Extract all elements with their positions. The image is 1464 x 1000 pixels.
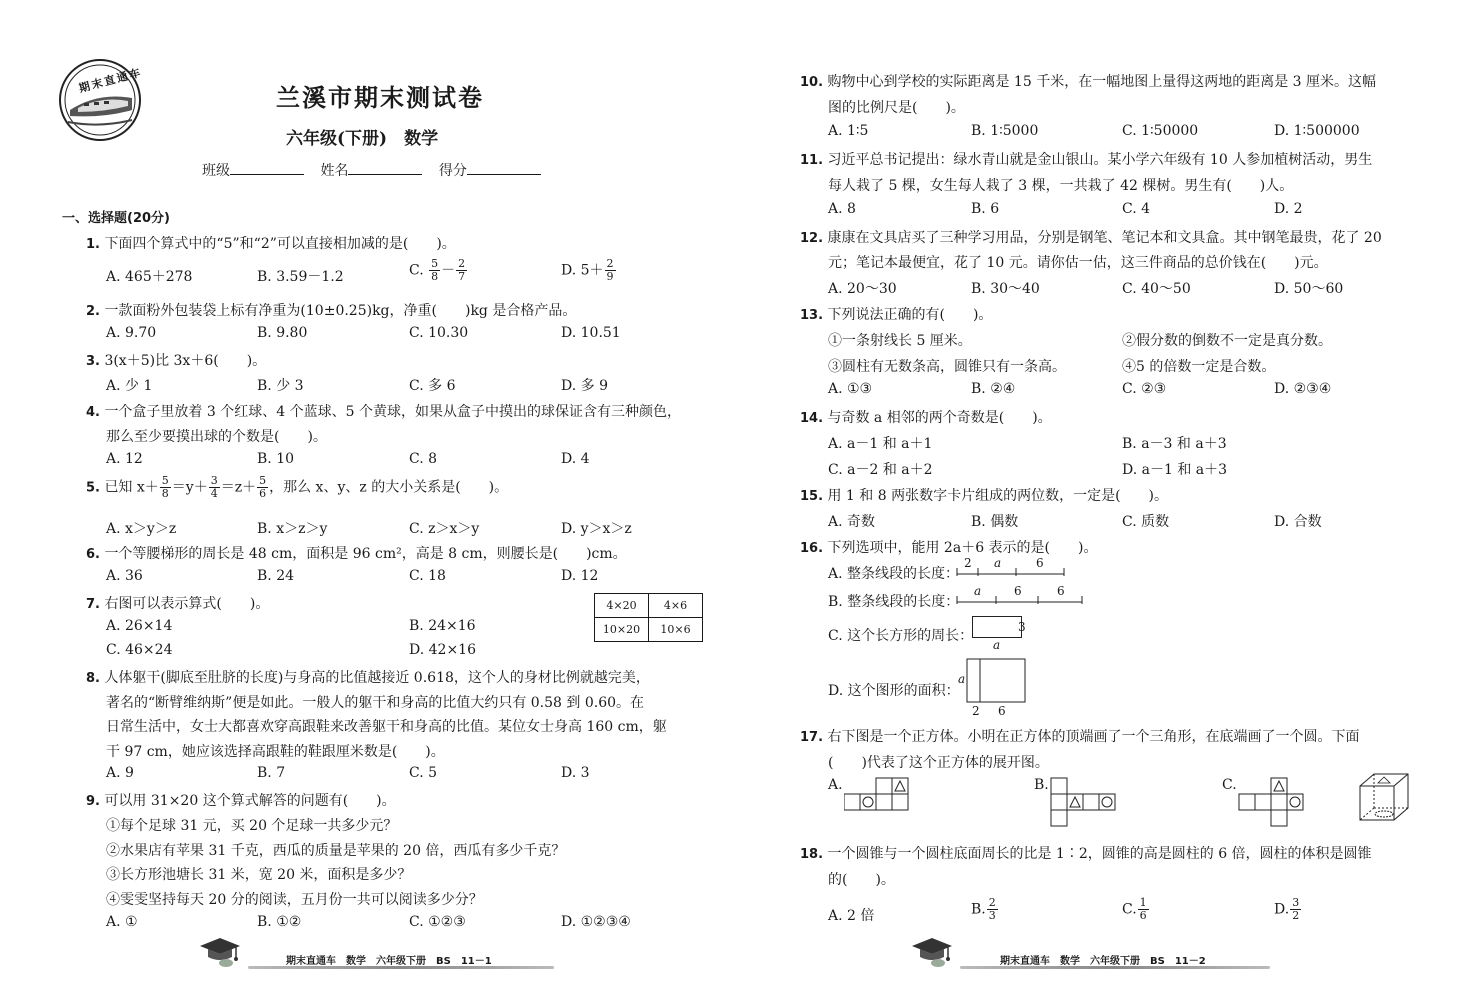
- q5-option-b[interactable]: B. x＞z＞y: [257, 521, 328, 537]
- graduation-cap-icon: [908, 934, 956, 972]
- info-fields: [202, 160, 541, 180]
- q16-option-c[interactable]: C. 这个长方形的周长：: [828, 628, 974, 644]
- q10-option-b[interactable]: B. 1∶5000: [971, 123, 1039, 139]
- q8-option-c[interactable]: C. 5: [409, 765, 438, 781]
- q18-option-a[interactable]: A. 2 倍: [828, 908, 875, 924]
- segment-label: 6: [1036, 556, 1044, 570]
- fraction: $\frac{5}{8}$: [161, 474, 169, 500]
- segment-label: a: [994, 556, 1002, 570]
- q12-option-a[interactable]: A. 20～30: [828, 281, 897, 297]
- question-14: 14. 与奇数 a 相邻的两个奇数是( )。: [800, 410, 1052, 426]
- q13-option-c[interactable]: C. ②③: [1122, 381, 1167, 397]
- name-field-label: 姓名: [320, 163, 349, 179]
- question-18: 18. 一个圆锥与一个圆柱底面周长的比是 1∶2，圆锥的高是圆柱的 6 倍，圆柱的体积是圆锥: [800, 846, 1372, 862]
- q9-option-d[interactable]: D. ①②③④: [561, 914, 631, 930]
- q17-net-a: [844, 777, 936, 815]
- logo-badge: [58, 58, 142, 142]
- q14-option-b[interactable]: B. a－3 和 a＋3: [1122, 436, 1227, 452]
- figure-width-label: 2: [972, 704, 980, 718]
- q17-option-a[interactable]: A.: [828, 777, 843, 793]
- segment-label: 6: [1057, 584, 1065, 598]
- grid-cell: 10×6: [649, 618, 703, 642]
- question-10-line2: 图的比例尺是( )。: [828, 100, 965, 116]
- q16-segment-b: [956, 584, 1084, 610]
- q6-option-a[interactable]: A. 36: [106, 568, 143, 584]
- question-15: 15. 用 1 和 8 两张数字卡片组成的两位数，一定是( )。: [800, 488, 1169, 504]
- question-13: 13. 下列说法正确的有( )。: [800, 307, 993, 323]
- q6-option-b[interactable]: B. 24: [257, 568, 295, 584]
- section-heading: 一、选择题(20分): [62, 211, 170, 226]
- q5-option-d[interactable]: D. y＞x＞z: [561, 521, 632, 537]
- q9-item-3: ③长方形池塘长 31 米，宽 20 米，面积是多少？: [106, 867, 412, 883]
- logo-text: 期末直通车: [77, 65, 144, 96]
- q9-item-4: ④雯雯坚持每天 20 分的阅读，五月份一共可以阅读多少分？: [106, 892, 483, 908]
- q13-item-2: ②假分数的倒数不一定是真分数。: [1122, 333, 1332, 349]
- segment-label: a: [974, 584, 982, 598]
- question-18-line2: 的( )。: [828, 872, 895, 888]
- question-12: 12. 康康在文具店买了三种学习用品，分别是钢笔、笔记本和文具盒。其中钢笔最贵，花了 20: [800, 230, 1382, 246]
- question-8: 8. 人体躯干(脚底至肚脐的长度)与身高的比值越接近 0.618，这个人的身材比例就越完美，: [86, 670, 650, 686]
- q4-option-c[interactable]: C. 8: [409, 451, 438, 467]
- q2-option-a[interactable]: A. 9.70: [106, 325, 157, 341]
- q1-option-d[interactable]: D. 5＋ $\frac{2}{9}$: [561, 257, 614, 283]
- q18-option-b[interactable]: B. $\frac{2}{3}$: [971, 896, 996, 922]
- q3-option-b[interactable]: B. 少 3: [257, 378, 304, 394]
- question-6: 6. 一个等腰梯形的周长是 48 cm，面积是 96 cm²，高是 8 cm，则腰长是( )cm。: [86, 546, 627, 562]
- question-5: 5. 已知 x＋ $\frac{5}{8}$ ＝y＋ $\frac{3}{4}$ ＝z＋ $\frac{5}{6}$ ，那么 x、y、z 的大小关系是( )。: [86, 474, 509, 500]
- q18-option-c[interactable]: C. $\frac{1}{6}$: [1122, 896, 1147, 922]
- question-1-text: 下面四个算式中的“5”和“2”可以直接相加减的是( )。: [104, 236, 456, 252]
- q3-option-a[interactable]: A. 少 1: [106, 378, 153, 394]
- score-field[interactable]: [467, 161, 541, 175]
- q3-option-d[interactable]: D. 多 9: [561, 378, 608, 394]
- question-2: 2. 一款面粉外包装袋上标有净重为(10±0.25)kg，净重( )kg 是合格产品。: [86, 303, 577, 319]
- footer-label: 期末直通车 数学 六年级下册 BS 11－2: [1000, 956, 1206, 967]
- q11-option-a[interactable]: A. 8: [828, 201, 856, 217]
- q1-option-a[interactable]: A. 465＋278: [106, 269, 193, 285]
- q15-option-a[interactable]: A. 奇数: [828, 514, 876, 530]
- q4-option-a[interactable]: A. 12: [106, 451, 143, 467]
- fraction: $\frac{3}{4}$: [210, 474, 218, 500]
- q7-option-c[interactable]: C. 46×24: [106, 642, 173, 658]
- fraction: $\frac{2}{3}$: [988, 896, 996, 922]
- grid-cell: 10×20: [595, 618, 649, 642]
- question-7: 7. 右图可以表示算式( )。: [86, 596, 270, 612]
- question-8-line2: 著名的“断臂维纳斯”便是如此。一般人的躯干和身高的比值大约只有 0.58 到 0.60。在: [106, 695, 645, 711]
- q16-option-a[interactable]: A. 整条线段的长度：: [828, 566, 960, 582]
- q16-option-b[interactable]: B. 整条线段的长度：: [828, 594, 960, 610]
- q11-option-d[interactable]: D. 2: [1274, 201, 1303, 217]
- q17-option-c[interactable]: C.: [1222, 777, 1237, 793]
- question-17: 17. 右下图是一个正方体。小明在正方体的顶端画了一个三角形，在底端画了一个圆。下面: [800, 729, 1360, 745]
- q17-net-c: [1238, 777, 1308, 831]
- q14-option-c[interactable]: C. a－2 和 a＋2: [828, 462, 933, 478]
- q2-option-c[interactable]: C. 10.30: [409, 325, 469, 341]
- fraction: $\frac{2}{9}$: [606, 257, 614, 283]
- q11-option-b[interactable]: B. 6: [971, 201, 1000, 217]
- q15-option-d[interactable]: D. 合数: [1274, 514, 1322, 530]
- q2-option-b[interactable]: B. 9.80: [257, 325, 308, 341]
- q14-option-d[interactable]: D. a－1 和 a＋3: [1122, 462, 1228, 478]
- q13-item-4: ④5 的倍数一定是合数。: [1122, 359, 1276, 375]
- fraction: $\frac{5}{8}$: [431, 257, 439, 283]
- q1-option-c[interactable]: C. $\frac{5}{8}$ － $\frac{2}{7}$: [409, 257, 466, 283]
- q12-option-c[interactable]: C. 40～50: [1122, 281, 1191, 297]
- q17-cube-figure: [1358, 772, 1410, 826]
- grid-cell: 4×20: [595, 594, 649, 618]
- fraction: $\frac{2}{7}$: [458, 257, 466, 283]
- q16-segment-a: [956, 556, 1066, 582]
- question-1: 1. 下面四个算式中的“5”和“2”可以直接相加减的是( )。: [86, 236, 456, 252]
- segment-label: 2: [964, 556, 972, 570]
- grid-cell: 4×6: [649, 594, 703, 618]
- q9-option-c[interactable]: C. ①②③: [409, 914, 466, 930]
- fraction: $\frac{5}{6}$: [259, 474, 267, 500]
- rect-width-label: a: [993, 638, 1001, 652]
- segment-label: 6: [1014, 584, 1022, 598]
- q16-option-d[interactable]: D. 这个图形的面积：: [828, 683, 960, 699]
- question-8-line3: 日常生活中，女士大都喜欢穿高跟鞋来改善躯干和身高的比值。某位女士身高 160 cm，躯: [106, 719, 667, 735]
- question-10: 10. 购物中心到学校的实际距离是 15 千米，在一幅地图上量得这两地的距离是 3 厘米。这幅: [800, 74, 1377, 90]
- q17-net-b: [1050, 777, 1120, 831]
- q11-option-c[interactable]: C. 4: [1122, 201, 1151, 217]
- q9-item-1: ①每个足球 31 元，买 20 个足球一共多少元？: [106, 818, 398, 834]
- class-field[interactable]: [230, 161, 304, 175]
- footer-label: 期末直通车 数学 六年级下册 BS 11－1: [286, 956, 492, 967]
- figure-width-label: 6: [998, 704, 1006, 718]
- q9-option-a[interactable]: A. ①: [106, 914, 138, 930]
- graduation-cap-icon: [196, 934, 244, 972]
- question-4: 4. 一个盒子里放着 3 个红球、4 个蓝球、5 个黄球，如果从盒子中摸出的球保证含有三种颜色，: [86, 404, 681, 420]
- q9-item-2: ②水果店有苹果 31 千克，西瓜的质量是苹果的 20 倍，西瓜有多少千克？: [106, 843, 566, 859]
- q5-option-a[interactable]: A. x＞y＞z: [106, 521, 177, 537]
- question-12-line2: 元；笔记本最便宜，花了 10 元。请你估一估，这三件商品的总价钱在( )元。: [828, 255, 1328, 271]
- question-16: 16. 下列选项中，能用 2a＋6 表示的是( )。: [800, 540, 1098, 556]
- q7-option-a[interactable]: A. 26×14: [106, 618, 173, 634]
- figure-height-label: a: [958, 672, 966, 686]
- q15-option-b[interactable]: B. 偶数: [971, 514, 1019, 530]
- q13-option-a[interactable]: A. ①③: [828, 381, 873, 397]
- q6-option-c[interactable]: C. 18: [409, 568, 446, 584]
- q10-option-c[interactable]: C. 1∶50000: [1122, 123, 1199, 139]
- question-11: 11. 习近平总书记提出：绿水青山就是金山银山。某小学六年级有 10 人参加植树活动，男生: [800, 152, 1373, 168]
- fraction: $\frac{3}{2}$: [1292, 896, 1300, 922]
- q7-option-b[interactable]: B. 24×16: [409, 618, 476, 634]
- q12-option-b[interactable]: B. 30～40: [971, 281, 1040, 297]
- q15-option-c[interactable]: C. 质数: [1122, 514, 1170, 530]
- q2-option-d[interactable]: D. 10.51: [561, 325, 621, 341]
- q6-option-d[interactable]: D. 12: [561, 568, 599, 584]
- q17-option-b[interactable]: B.: [1034, 777, 1049, 793]
- q16-rectangle-c: [972, 616, 1022, 638]
- q10-option-a[interactable]: A. 1∶5: [828, 123, 869, 139]
- q5-option-c[interactable]: C. z＞x＞y: [409, 521, 480, 537]
- q4-option-d[interactable]: D. 4: [561, 451, 590, 467]
- question-9: 9. 可以用 31×20 这个算式解答的问题有( )。: [86, 793, 396, 809]
- q10-option-d[interactable]: D. 1∶500000: [1274, 123, 1360, 139]
- q13-item-3: ③圆柱有无数条高，圆锥只有一条高。: [828, 359, 1066, 375]
- q8-option-a[interactable]: A. 9: [106, 765, 134, 781]
- score-field-label: 得分: [438, 163, 467, 179]
- name-field[interactable]: [348, 161, 422, 175]
- q14-option-a[interactable]: A. a－1 和 a＋1: [828, 436, 933, 452]
- rect-height-label: 3: [1018, 620, 1026, 634]
- q12-option-d[interactable]: D. 50～60: [1274, 281, 1344, 297]
- right-page: [732, 0, 1464, 1000]
- q13-option-b[interactable]: B. ②④: [971, 381, 1016, 397]
- q4-option-b[interactable]: B. 10: [257, 451, 295, 467]
- q18-option-d[interactable]: D. $\frac{3}{2}$: [1274, 896, 1300, 922]
- exam-title: 兰溪市期末测试卷: [276, 83, 484, 112]
- q8-option-d[interactable]: D. 3: [561, 765, 590, 781]
- q1-option-b[interactable]: B. 3.59－1.2: [257, 269, 344, 285]
- question-8-line4: 干 97 cm，她应该选择高跟鞋的鞋跟厘米数是( )。: [106, 744, 445, 760]
- q9-option-b[interactable]: B. ①②: [257, 914, 302, 930]
- q7-option-d[interactable]: D. 42×16: [409, 642, 476, 658]
- question-3: 3. 3(x＋5)比 3x＋6( )。: [86, 353, 267, 369]
- question-17-line2: ( )代表了这个正方体的展开图。: [828, 755, 1049, 771]
- question-4-line2: 那么至少要摸出球的个数是( )。: [106, 429, 327, 445]
- question-11-line2: 每人栽了 5 棵，女生每人栽了 3 棵，一共栽了 42 棵树。男生有( )人。: [828, 178, 1294, 194]
- exam-subtitle: 六年级(下册) 数学: [286, 129, 439, 149]
- q13-option-d[interactable]: D. ②③④: [1274, 381, 1332, 397]
- fraction: $\frac{1}{6}$: [1139, 896, 1147, 922]
- class-field-label: 班级: [202, 163, 230, 179]
- q7-figure-grid: [594, 593, 703, 642]
- q16-figure-d: [966, 658, 1028, 708]
- q3-option-c[interactable]: C. 多 6: [409, 378, 456, 394]
- q8-option-b[interactable]: B. 7: [257, 765, 286, 781]
- q13-item-1: ①一条射线长 5 厘米。: [828, 333, 972, 349]
